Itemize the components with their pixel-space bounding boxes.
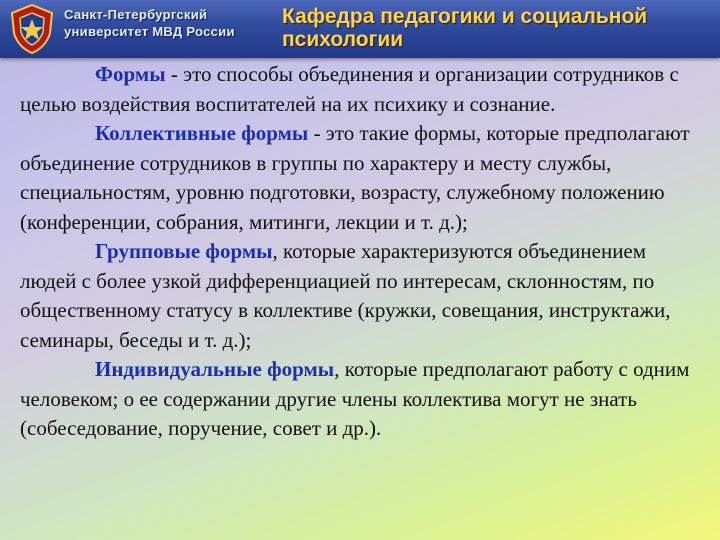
department-title-line1: Кафедра педагогики и социальной: [282, 5, 648, 28]
university-name-line1: Санкт-Петербургский: [64, 7, 208, 22]
paragraph-individual-forms-text: , которые предполагают работу с одним человеком; о ее содержании другие члены коллектива могут не знать (собеседование, поручение, совет и др.).: [20, 357, 690, 440]
paragraph-collective-forms-text: - это такие формы, которые предполагают объединение сотрудников в группы по характеру и месту службы, специальностям, уровню подготовки, возрасту, служебному положению (конференции, собрания, митинги, лекции и т. д.);: [20, 121, 690, 234]
paragraph-individual-forms: [20, 355, 700, 444]
header-bar: [0, 0, 720, 58]
university-name: [64, 6, 264, 40]
term-forms: Формы: [95, 62, 166, 86]
paragraph-forms: [20, 60, 700, 119]
paragraph-collective-forms: [20, 119, 700, 237]
paragraph-group-forms-text: , которые характеризуются объединением людей с более узкой дифференциацией по интересам, склонностям, по общественному статусу в коллективе (кружки, совещания, инструктажи, семинары, беседы и т. д.);: [20, 239, 671, 352]
university-name-line2: университет МВД России: [64, 24, 235, 39]
police-emblem-icon: [6, 3, 58, 55]
department-title-line2: психологии: [282, 28, 404, 51]
term-group-forms: Групповые формы: [95, 239, 273, 263]
department-title: [282, 5, 712, 51]
term-collective-forms: Коллективные формы: [95, 121, 309, 145]
body-text: [20, 60, 700, 444]
paragraph-group-forms: [20, 237, 700, 355]
term-individual-forms: Индивидуальные формы: [95, 357, 335, 381]
paragraph-forms-text: - это способы объединения и организации сотрудников с целью воздействия воспитателей на их психику и сознание.: [20, 62, 679, 116]
